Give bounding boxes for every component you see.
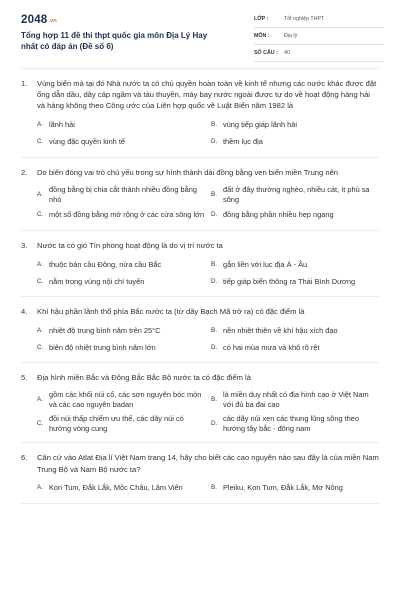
option-letter: A. xyxy=(37,326,43,334)
option-text: nằm trong vùng nội chí tuyến xyxy=(49,276,145,286)
answer-option-a[interactable] xyxy=(37,185,205,205)
question-5 xyxy=(21,372,379,443)
option-letter: D. xyxy=(211,211,218,219)
question-body: Địa hình miền Bắc và Đông Bắc Bắc Bộ nước ta có đặc điểm là xyxy=(37,373,251,383)
answer-option-c[interactable] xyxy=(37,136,205,149)
option-letter: C. xyxy=(37,420,44,428)
answer-option-a[interactable] xyxy=(37,258,205,271)
answer-options xyxy=(21,119,379,149)
question-text xyxy=(21,240,379,251)
question-number: 5. xyxy=(21,373,28,383)
answer-option-d[interactable] xyxy=(211,209,379,222)
option-text: thềm lục địa xyxy=(223,137,263,147)
option-letter: D. xyxy=(211,138,218,146)
option-letter: A. xyxy=(37,190,43,198)
meta-value: 40 xyxy=(284,50,290,56)
option-letter: C. xyxy=(37,277,44,285)
option-text: đồi núi thấp chiếm ưu thế, các dãy núi có hướng vòng cung xyxy=(49,414,184,434)
option-text: gắn liền với lục địa Á - Âu xyxy=(223,259,308,269)
meta-row-count xyxy=(254,48,384,62)
answer-option-b[interactable] xyxy=(211,390,379,410)
option-letter: B. xyxy=(211,190,217,198)
answer-options xyxy=(21,258,379,288)
answer-option-b[interactable] xyxy=(211,119,379,132)
option-letter: B. xyxy=(211,396,217,404)
meta-key: MÔN : xyxy=(254,33,270,39)
answer-option-d[interactable] xyxy=(211,414,379,434)
answer-options xyxy=(21,482,379,495)
answer-option-c[interactable] xyxy=(37,341,205,354)
option-text: có hai mùa mưa và khô rõ rệt xyxy=(223,342,320,352)
question-6 xyxy=(21,452,379,503)
answer-option-a[interactable] xyxy=(37,324,205,337)
question-body: Do biển đóng vai trò chủ yếu trong sự hình thành dải đồng bằng ven biển miền Trung nên xyxy=(37,167,339,177)
option-text: Kon Tum, Đắk Lắk, Mộc Châu, Lâm Viên xyxy=(49,483,183,493)
question-number: 6. xyxy=(21,453,28,463)
option-letter: A. xyxy=(37,396,43,404)
question-number: 1. xyxy=(21,79,28,88)
meta-row-subject xyxy=(254,31,384,45)
option-text: đất ở đây thường nghèo, nhiều cát, ít phù sa sông xyxy=(223,184,370,204)
answer-option-b[interactable] xyxy=(211,185,379,205)
document-header xyxy=(0,0,400,62)
option-letter: C. xyxy=(37,343,44,351)
option-text: gồm các khối núi cổ, các sơn nguyên bóc mòn và các cao nguyên badan xyxy=(49,390,202,410)
answer-options xyxy=(21,185,379,222)
question-number: 3. xyxy=(21,240,28,250)
option-letter: B. xyxy=(211,121,217,129)
answer-option-b[interactable] xyxy=(211,258,379,271)
logo-text: 2048 xyxy=(21,14,48,26)
answer-option-c[interactable] xyxy=(37,209,205,222)
document-title: Tổng hợp 11 đề thi thpt quốc gia môn Địa Lý Hay nhất có đáp án (Đề số 6) xyxy=(21,31,208,51)
option-letter: A. xyxy=(37,260,43,268)
question-1 xyxy=(21,78,379,158)
answer-option-d[interactable] xyxy=(211,136,379,149)
option-letter: A. xyxy=(37,121,43,129)
option-letter: D. xyxy=(211,343,218,351)
option-letter: A. xyxy=(37,484,43,492)
answer-options xyxy=(21,324,379,354)
question-4 xyxy=(21,306,379,363)
option-text: Pleiku, Kon Tum, Đắk Lắk, Mơ Nông xyxy=(223,483,343,493)
option-text: biên độ nhiệt trung bình năm lớn xyxy=(49,342,156,352)
question-3 xyxy=(21,240,379,297)
option-letter: C. xyxy=(37,211,44,219)
question-2 xyxy=(21,167,379,231)
logo-domain: .vn xyxy=(48,18,57,24)
option-letter: D. xyxy=(211,277,218,285)
question-text xyxy=(21,306,379,317)
option-letter: B. xyxy=(211,326,217,334)
question-text xyxy=(21,372,379,383)
option-text: đồng bằng bị chia cắt thành nhiều đồng bằng nhỏ xyxy=(49,184,197,204)
answer-option-c[interactable] xyxy=(37,414,205,434)
site-logo[interactable] xyxy=(21,14,57,26)
header-divider xyxy=(21,68,379,69)
question-body: Vùng biển mà tại đó Nhà nước ta có chủ quyền hoàn toàn về kinh tế nhưng các nước khác được đặt ống dẫn dầu, dây cáp ngầm và tàu thuyền, máy bay nước ngoài được tự do về hoạt động hàng hải và hàng không theo Công ước của Liên hợp quốc về Luật Biển năm 1982 là xyxy=(37,79,377,111)
question-text xyxy=(21,452,379,474)
option-letter: C. xyxy=(37,138,44,146)
option-letter: B. xyxy=(211,260,217,268)
question-body: Căn cứ vào Atlat Địa lí Việt Nam trang 14, hãy cho biết các cao nguyên nào sau đây là của miền Nam Trung Bộ và Nam Bộ nước ta? xyxy=(37,453,379,474)
option-text: vùng tiếp giáp lãnh hải xyxy=(223,120,297,130)
answer-option-a[interactable] xyxy=(37,390,205,410)
answer-option-b[interactable] xyxy=(211,482,379,495)
answer-options xyxy=(21,390,379,434)
option-text: nền nhiệt thiên về khí hậu xích đạo xyxy=(223,325,338,335)
meta-value: Địa lý xyxy=(284,33,298,39)
answer-option-b[interactable] xyxy=(211,324,379,337)
answer-option-d[interactable] xyxy=(211,341,379,354)
question-number: 4. xyxy=(21,307,28,317)
answer-option-d[interactable] xyxy=(211,275,379,288)
option-letter: B. xyxy=(211,484,217,492)
option-text: thuộc bán cầu Đông, nửa cầu Bắc xyxy=(49,259,162,269)
question-text xyxy=(21,167,379,178)
option-text: các dãy núi xen các thung lũng sông theo hướng tây bắc - đông nam xyxy=(223,414,360,434)
answer-option-c[interactable] xyxy=(37,275,205,288)
option-text: tiếp giáp biển thông ra Thái Bình Dương xyxy=(223,276,356,286)
option-text: là miền duy nhất có địa hình cao ở Việt Nam với đủ ba đai cao xyxy=(223,390,369,410)
option-text: một số đồng bằng mở rộng ở các cửa sông lớn xyxy=(49,210,205,220)
option-letter: D. xyxy=(211,420,218,428)
meta-key: SỐ CÂU : xyxy=(254,50,278,56)
option-text: đồng bằng phần nhiều hẹp ngang xyxy=(223,210,334,220)
question-body: Nước ta có gió Tín phong hoạt động là do vị trí nước ta xyxy=(37,240,223,250)
meta-key: LỚP : xyxy=(254,16,269,22)
question-body: Khí hậu phần lãnh thổ phía Bắc nước ta (từ dãy Bạch Mã trở ra) có đặc điểm là xyxy=(37,307,305,317)
question-text xyxy=(21,78,379,112)
meta-row-grade xyxy=(254,14,384,28)
document-meta xyxy=(254,14,384,65)
option-text: vùng đặc quyền kinh tế xyxy=(49,137,126,147)
answer-option-a[interactable] xyxy=(37,482,205,495)
meta-value: Tốt nghiệp THPT xyxy=(284,16,325,22)
question-list xyxy=(0,78,400,513)
answer-option-a[interactable] xyxy=(37,119,205,132)
option-text: lãnh hải xyxy=(49,120,75,130)
question-number: 2. xyxy=(21,167,28,177)
option-text: nhiệt độ trung bình năm trên 25°C xyxy=(49,325,161,335)
